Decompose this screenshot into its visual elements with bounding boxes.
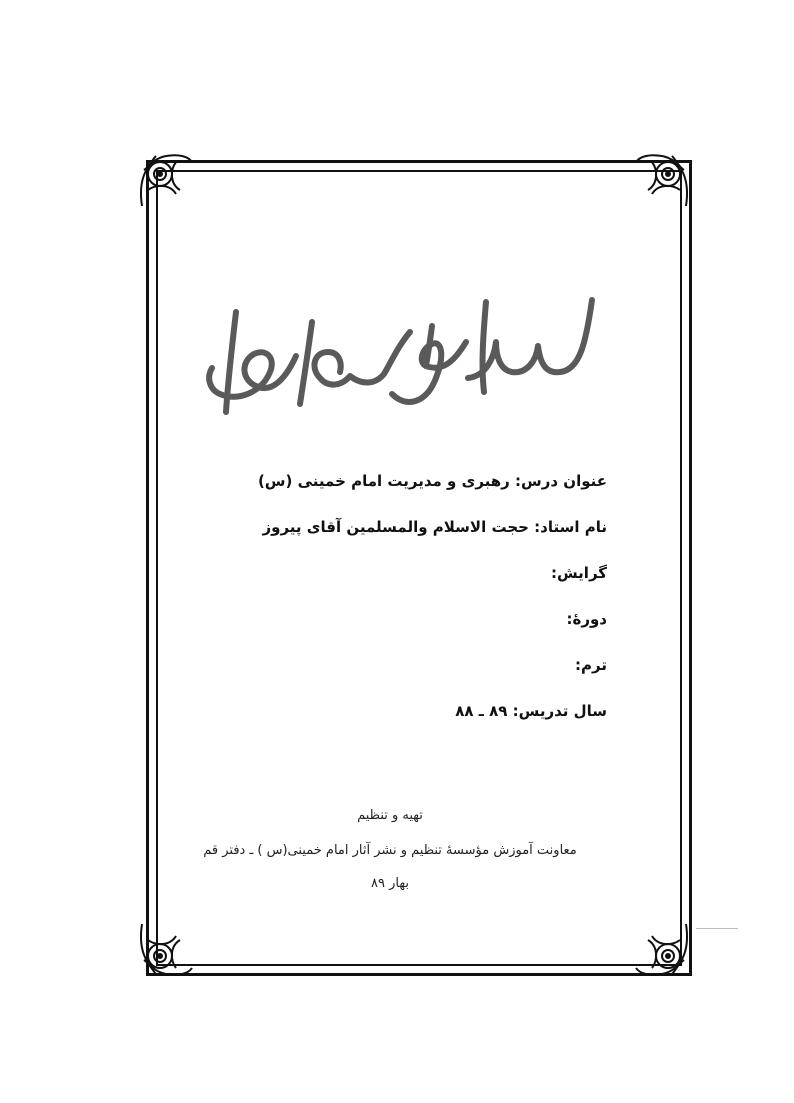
corner-ornament-icon [630,150,692,212]
course-details [187,470,607,746]
basmala-calligraphy [200,282,600,442]
publisher-organization: معاونت آموزش مؤسسۀ تنظیم و نشر آثار امام خمینی(س ) ـ دفتر قم [203,843,577,858]
course-title: عنوان درس: رهبری و مدیریت امام خمینی (س) [257,472,607,490]
major-label: گرایش: [550,564,607,582]
instructor-name: نام استاد: حجت الاسلام والمسلمین آقای پیروز [262,518,607,536]
corner-ornament-icon [136,918,198,980]
corner-ornament-icon [136,150,198,212]
corner-ornament-icon [630,918,692,980]
prepared-by: تهیه و تنظیم [357,808,423,823]
period-label: دورۀ: [566,610,607,628]
scan-mark [696,928,738,929]
teaching-year: سال تدریس: ۸۹ ـ ۸۸ [455,702,607,720]
term-label: ترم: [575,656,607,674]
publication-date: بهار ۸۹ [371,876,409,891]
